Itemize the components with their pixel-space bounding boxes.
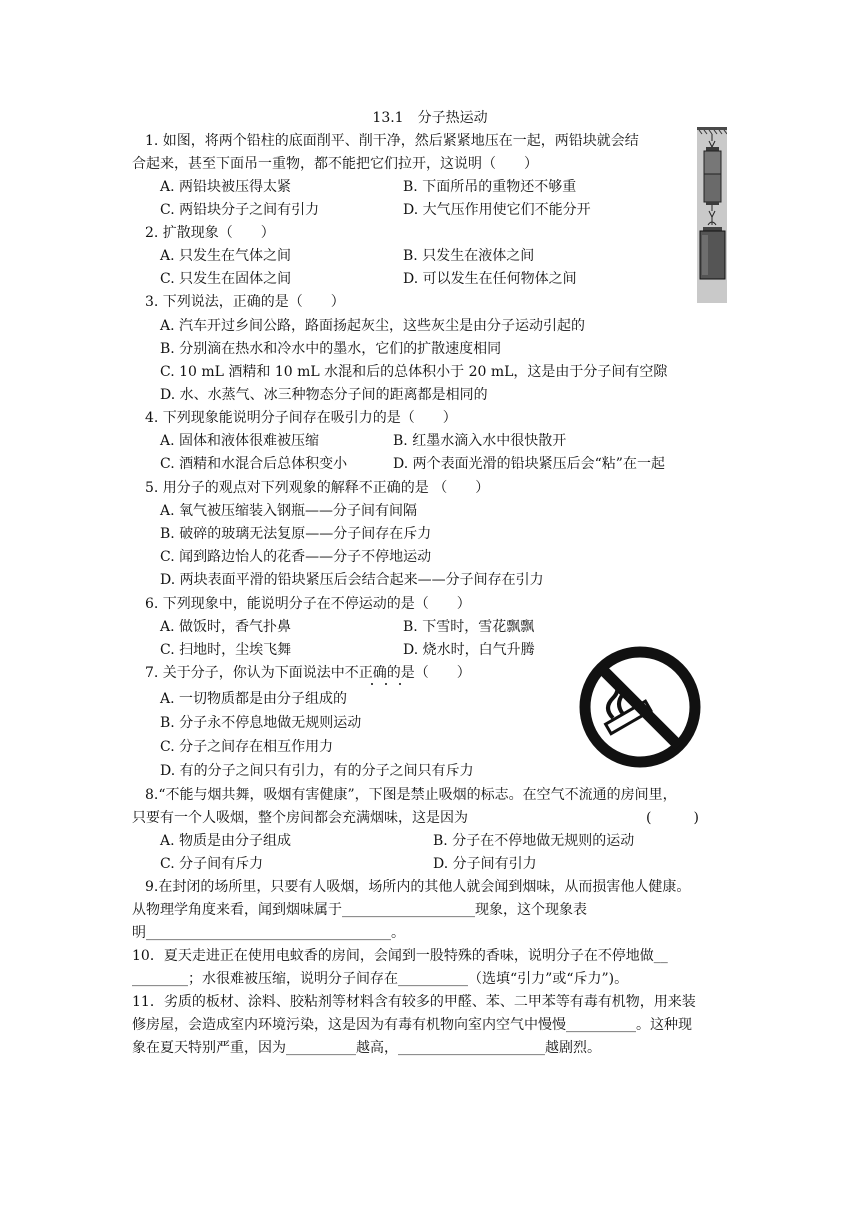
question-3-option-a: A. 汽车开过乡间公路，路面扬起灰尘，这些灰尘是由分子运动引起的 [160,318,586,334]
question-3-option-c: C. 10 mL 酒精和 10 mL 水混和后的总体积小于 20 mL，这是由于分子间有空隙 [160,364,668,380]
question-10-line-2: ________；水很难被压缩，说明分子间存在__________（选填“引力”或“斥力”)。 [132,971,629,987]
question-7-option-b: B. 分子永不停息地做无规则运动 [160,715,362,731]
question-1-line-2: 合起来，甚至下面吊一重物，都不能把它们拉开，这说明（ ） [132,156,538,172]
question-1-line-1: 1. 如图，将两个铅柱的底面削平、削干净，然后紧紧地压在一起，两铅块就会结 [145,133,639,149]
question-8-option-a: A. 物质是由分子组成 [160,833,292,849]
question-2-option-b: B. 只发生在液体之间 [403,248,535,264]
lead-cylinders-figure [697,127,727,303]
question-9-line-1: 9.在封闭的场所里，只要有人吸烟，场所内的其他人就会闻到烟味，从而损害他人健康。 [145,879,691,895]
question-9-line-3: 明___________________________________。 [132,925,405,941]
question-7-option-d: D. 有的分子之间只有引力，有的分子之间只有斥力 [160,763,474,779]
emphasis-dot [385,683,387,685]
question-7-option-c: C. 分子之间存在相互作用力 [160,739,334,755]
emphasis-dot [399,683,401,685]
question-6-option-a: A. 做饭时，香气扑鼻 [160,619,292,635]
question-2-option-c: C. 只发生在固体之间 [160,271,292,287]
question-6-stem: 6. 下列现象中，能说明分子在不停运动的是（ ） [145,596,471,612]
question-1-option-b: B. 下面所吊的重物还不够重 [403,179,577,195]
question-1-option-a: A. 两铅块被压得太紧 [160,179,292,195]
question-2-option-d: D. 可以发生在任何物体之间 [403,271,577,287]
question-5-option-b: B. 破碎的玻璃无法复原——分子间存在斥力 [160,526,432,542]
no-smoking-sign-icon [579,646,701,768]
question-5-option-a: A. 氧气被压缩装入钢瓶——分子间有间隔 [160,503,418,519]
question-3-option-d: D. 水、水蒸气、冰三种物态分子间的距离都是相同的 [160,387,488,403]
question-8-option-b: B. 分子在不停地做无规则的运动 [433,833,635,849]
question-4-stem: 4. 下列现象能说明分子间存在吸引力的是（ ） [145,410,457,426]
emphasis-dot [371,683,373,685]
question-7-option-a: A. 一切物质都是由分子组成的 [160,691,348,707]
question-4-option-a: A. 固体和液体很难被压缩 [160,433,320,449]
question-5-option-d: D. 两块表面平滑的铅块紧压后会结合起来——分子间存在引力 [160,572,544,588]
question-2-option-a: A. 只发生在气体之间 [160,248,292,264]
question-6-option-b: B. 下雪时，雪花飘飘 [403,619,535,635]
question-9-line-2: 从物理学角度来看，闻到烟味属于___________________现象，这个现象表 [132,902,587,918]
question-2-stem: 2. 扩散现象（ ） [145,225,275,241]
question-4-option-d: D. 两个表面光滑的铅块紧压后会“粘”在一起 [393,456,665,472]
question-4-option-c: C. 酒精和水混合后总体积变小 [160,456,348,472]
page-title: 13.1 分子热运动 [372,110,488,126]
question-3-option-b: B. 分别滴在热水和冷水中的墨水，它们的扩散速度相同 [160,341,502,357]
question-10-line-1: 10．夏天走进正在使用电蚊香的房间，会闻到一股特殊的香味，说明分子在不停地做__ [132,948,668,964]
question-8-line-1: 8.“不能与烟共舞，吸烟有害健康”，下图是禁止吸烟的标志。在空气不流通的房间里， [145,787,677,803]
question-6-option-d: D. 烧水时，白气升腾 [403,642,535,658]
question-4-option-b: B. 红墨水滴入水中很快散开 [393,433,567,449]
question-8-answer-bracket: ( ) [646,810,699,826]
question-3-stem: 3. 下列说法，正确的是（ ） [145,294,345,310]
question-5-stem: 5. 用分子的观点对下列观象的解释不正确的是 （ ） [145,480,490,496]
question-11-line-3: 象在夏天特别严重，因为__________越高，_____________________越剧烈。 [132,1040,601,1056]
question-11-line-2: 修房屋，会造成室内环境污染，这是因为有毒有机物向室内空气中慢慢__________。这种现 [132,1017,692,1033]
question-6-option-c: C. 扫地时，尘埃飞舞 [160,642,292,658]
question-8-option-d: D. 分子间有引力 [433,856,537,872]
question-11-line-1: 11．劣质的板材、涂料、胶粘剂等材料含有较多的甲醛、苯、二甲苯等有毒有机物，用来装 [132,994,696,1010]
question-5-option-c: C. 闻到路边怡人的花香——分子不停地运动 [160,549,432,565]
question-7-stem: 7. 关于分子，你认为下面说法中不正确的是（ ） [145,665,471,681]
question-8-option-c: C. 分子间有斥力 [160,856,264,872]
question-8-line-2: 只要有一个人吸烟，整个房间都会充满烟味，这是因为 [132,810,468,826]
question-1-option-c: C. 两铅块分子之间有引力 [160,202,320,218]
question-1-option-d: D. 大气压作用使它们不能分开 [403,202,591,218]
